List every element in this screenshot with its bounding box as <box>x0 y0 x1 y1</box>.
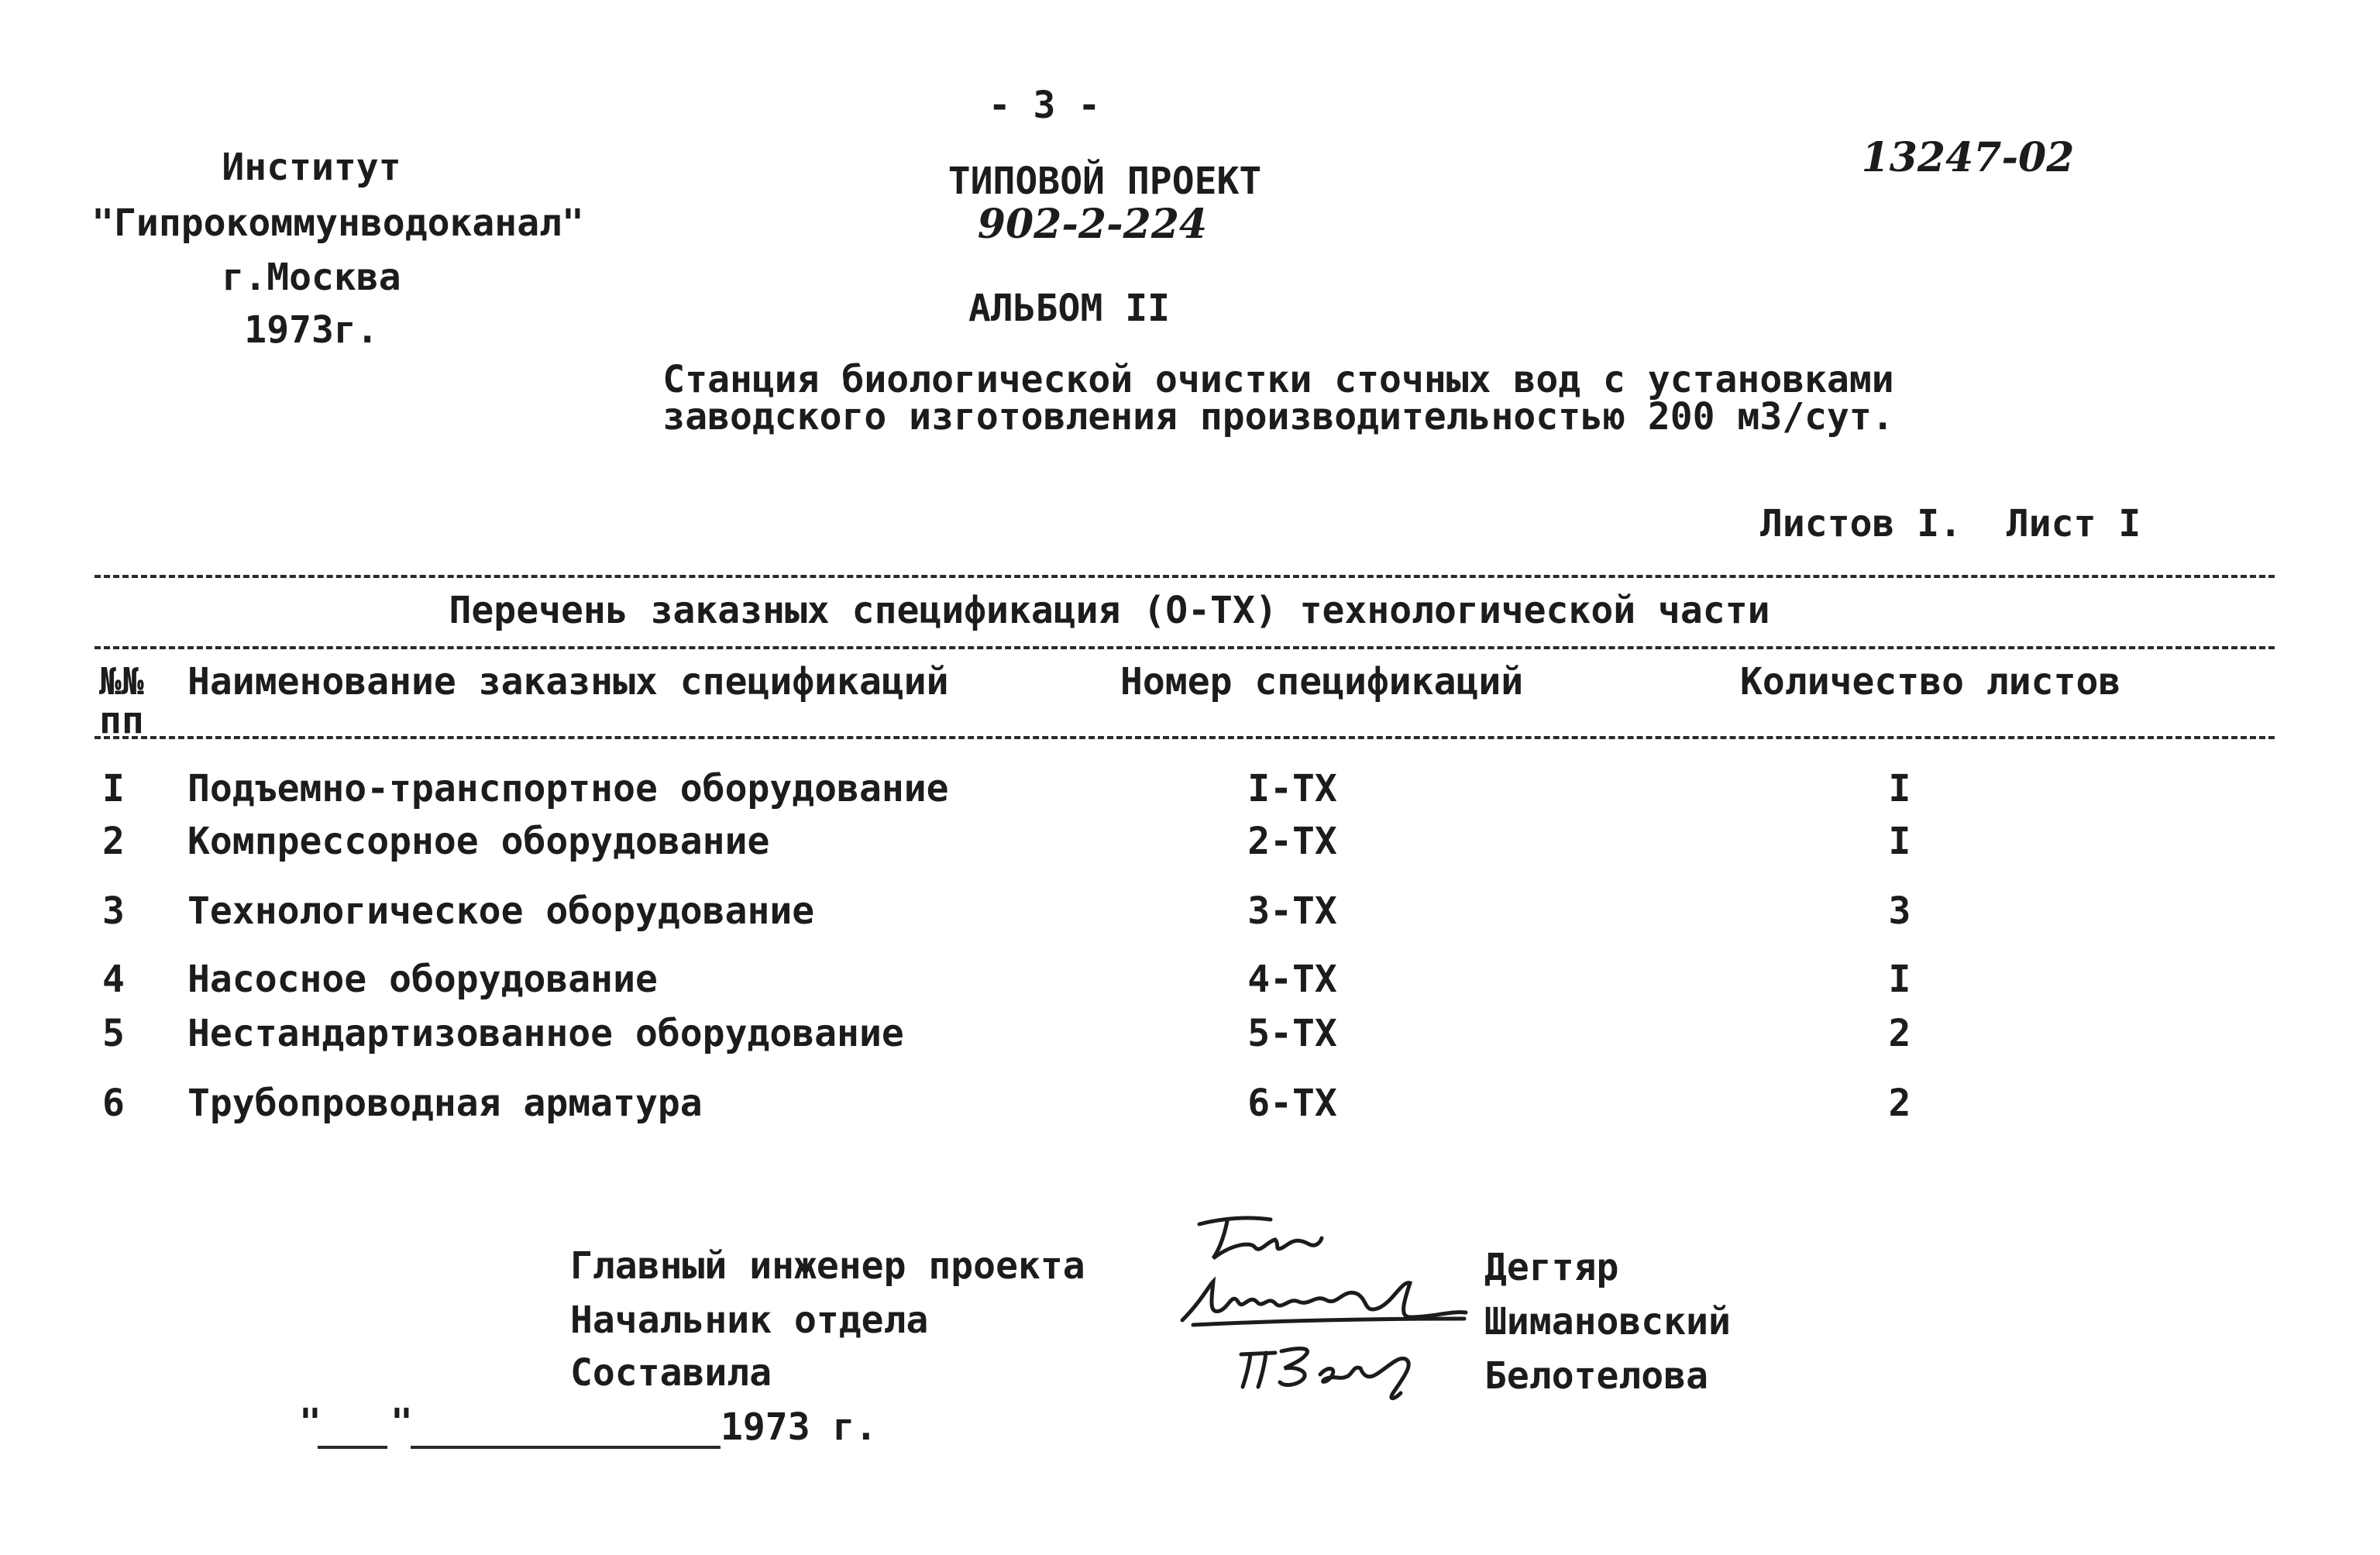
row-name: Компрессорное оборудование <box>187 820 770 863</box>
row-spec: 2-ТХ <box>1247 820 1337 863</box>
date-quote-open: " <box>299 1401 322 1444</box>
column-header-name: Наименование заказных спецификаций <box>187 660 949 704</box>
table-caption: Перечень заказных спецификация (О-ТХ) технологической части <box>449 589 1770 632</box>
caption-rule <box>95 646 2275 649</box>
description-line-1: Станция биологической очистки сточных вод с установками <box>662 358 1894 401</box>
row-name: Насосное оборудование <box>187 958 658 1001</box>
name-department-head: Шимановский <box>1484 1300 1731 1343</box>
description-line-2: заводского изготовления производительностью 200 м3/сут. <box>662 395 1894 439</box>
row-spec: 5-ТХ <box>1247 1012 1337 1055</box>
role-department-head: Начальник отдела <box>570 1299 929 1342</box>
row-num: 4 <box>102 958 125 1001</box>
signature-compiler <box>1235 1336 1436 1405</box>
date-day-blank <box>318 1446 387 1449</box>
row-spec: 6-ТХ <box>1247 1082 1337 1125</box>
row-name: Подъемно-транспортное оборудование <box>187 767 949 810</box>
column-header-count: Количество листов <box>1740 660 2121 704</box>
signature-department-head <box>1178 1271 1472 1340</box>
row-num: 5 <box>102 1012 125 1055</box>
role-chief-engineer: Главный инженер проекта <box>570 1244 1085 1288</box>
row-count: I <box>1888 767 1911 810</box>
project-number: 902-2-224 <box>977 201 1208 248</box>
row-count: 3 <box>1888 889 1911 933</box>
name-chief-engineer: Дегтяр <box>1484 1246 1619 1289</box>
date-quote-close: " <box>390 1401 413 1444</box>
row-count: I <box>1888 820 1911 863</box>
signature-chief-engineer <box>1193 1213 1325 1268</box>
row-count: 2 <box>1888 1082 1911 1125</box>
page-number: - 3 - <box>988 84 1101 127</box>
institute-city: г.Москва <box>222 256 401 299</box>
row-spec: 3-ТХ <box>1247 889 1337 933</box>
album-title: АЛЬБОМ II <box>968 287 1171 330</box>
name-compiler: Белотелова <box>1484 1354 1708 1398</box>
header-rule <box>95 736 2275 739</box>
date-month-blank <box>411 1446 721 1449</box>
row-num: 2 <box>102 820 125 863</box>
row-count: 2 <box>1888 1012 1911 1055</box>
row-name: Трубопроводная арматура <box>187 1082 703 1125</box>
row-name: Нестандартизованное оборудование <box>187 1012 904 1055</box>
column-header-spec: Номер спецификаций <box>1120 660 1524 704</box>
table-top-rule <box>95 575 2275 578</box>
row-spec: 4-ТХ <box>1247 958 1337 1001</box>
column-header-num-pp: пп <box>99 699 144 742</box>
archive-number: 13247-02 <box>1861 134 2075 181</box>
institute-label: Институт <box>222 146 401 189</box>
row-num: 6 <box>102 1082 125 1125</box>
row-num: I <box>102 767 125 810</box>
project-label: ТИПОВОЙ ПРОЕКТ <box>948 160 1262 203</box>
row-count: I <box>1888 958 1911 1001</box>
row-name: Технологическое оборудование <box>187 889 815 933</box>
date-year: 1973 г. <box>721 1405 878 1449</box>
role-compiler: Составила <box>570 1351 772 1395</box>
column-header-num: №№ <box>99 660 144 704</box>
row-spec: I-ТХ <box>1247 767 1337 810</box>
sheets-info: Листов I. Лист I <box>1760 502 2141 545</box>
institute-name: "Гипрокоммунводоканал" <box>91 201 584 245</box>
row-num: 3 <box>102 889 125 933</box>
institute-year: 1973г. <box>244 308 379 352</box>
